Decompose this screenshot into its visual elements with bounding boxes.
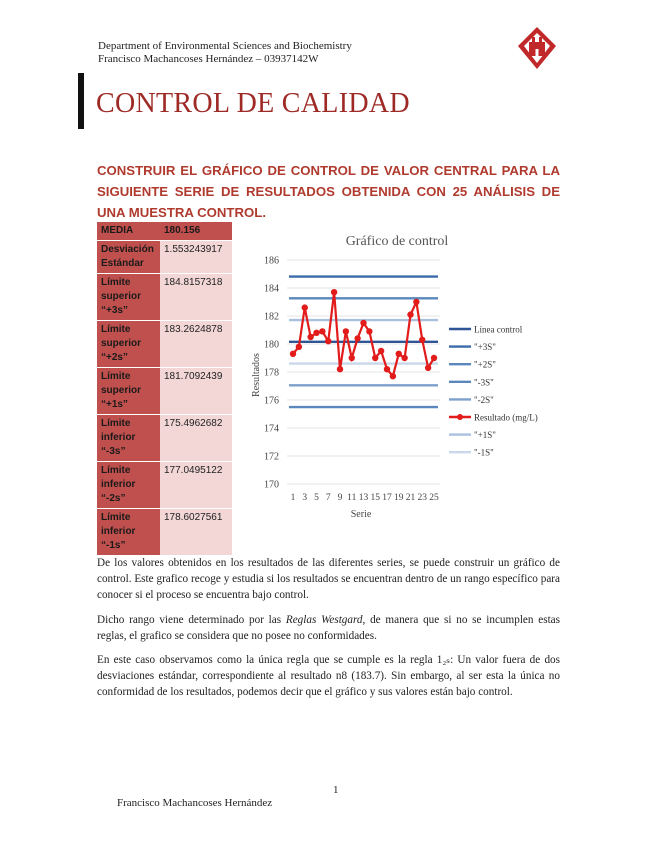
result-point xyxy=(360,320,366,326)
result-point xyxy=(396,351,402,357)
legend-label: "-2S" xyxy=(474,394,494,405)
result-point xyxy=(343,328,349,334)
x-tick-label: 3 xyxy=(302,493,308,503)
result-point xyxy=(413,299,419,305)
x-tick-label: 5 xyxy=(314,493,319,503)
header-department: Department of Environmental Sciences and Biochemistry xyxy=(98,40,352,52)
paragraph-1: De los valores obtenidos en los resultados de las diferentes series, se puede construir un gráfico de control. Este grafico recoge y estudia si los resultados se encuentran dentro de un rango específico para conocer si el proceso se encuentra bajo control. xyxy=(97,557,560,601)
y-axis-label: Resultados xyxy=(251,353,262,397)
stats-value: 180.156 xyxy=(160,222,232,241)
legend-label: Línea control xyxy=(474,324,523,335)
paragraph-3: En este caso observamos como la única regla que se cumple es la regla 1₂ₛ: Un valor fuera de dos desviaciones estándar, correspondiente al resultado n8 (183.7). Sin embargo, al ser esta la única no conformidad de los resultados, podemos decir que el gráfico y sus valores están bajo control. xyxy=(97,654,560,698)
y-tick-label: 176 xyxy=(264,395,279,407)
stats-row xyxy=(97,462,232,509)
y-tick-label: 182 xyxy=(264,311,279,323)
stats-row xyxy=(97,509,232,556)
result-point xyxy=(290,351,296,357)
chart-title: Gráfico de control xyxy=(345,234,449,249)
stats-value: 181.7092439 xyxy=(160,368,232,415)
y-tick-label: 180 xyxy=(264,339,279,351)
x-tick-label: 17 xyxy=(382,493,392,503)
y-tick-label: 186 xyxy=(264,255,279,267)
result-point xyxy=(407,311,413,317)
x-tick-label: 25 xyxy=(429,493,439,503)
x-tick-label: 7 xyxy=(325,493,331,503)
y-tick-label: 174 xyxy=(264,423,279,435)
y-tick-label: 170 xyxy=(264,479,279,491)
result-point xyxy=(349,355,355,361)
stats-label: Límite superior “+3s” xyxy=(97,274,160,321)
x-axis-label: Serie xyxy=(350,509,372,520)
result-point xyxy=(431,355,437,361)
result-point xyxy=(401,355,407,361)
stats-row xyxy=(97,368,232,415)
x-tick-label: 11 xyxy=(347,493,357,503)
result-point xyxy=(419,337,425,343)
result-point xyxy=(366,328,372,334)
x-tick-label: 9 xyxy=(337,493,343,503)
x-tick-label: 23 xyxy=(417,493,427,503)
header-author: Francisco Machancoses Hernández – 03937142W xyxy=(98,53,319,65)
result-point xyxy=(313,330,319,336)
x-tick-label: 13 xyxy=(358,493,369,503)
stats-row xyxy=(97,274,232,321)
university-logo-icon xyxy=(517,26,557,70)
y-tick-label: 184 xyxy=(264,283,279,295)
result-point xyxy=(325,338,331,344)
legend-label: "+1S" xyxy=(474,430,496,441)
stats-label: Desviación Estándar xyxy=(97,241,160,274)
legend-label: "-1S" xyxy=(474,447,494,458)
legend-marker xyxy=(457,414,463,420)
paragraph-2: Dicho rango viene determinado por las Reglas Westgard, de manera que si no se incumplen estas reglas, el grafico se considera que no posee no conformidades. xyxy=(97,614,560,642)
stats-value: 177.0495122 xyxy=(160,462,232,509)
legend-label: Resultado (mg/L) xyxy=(474,412,538,423)
result-point xyxy=(354,335,360,341)
result-point xyxy=(319,328,325,334)
stats-row xyxy=(97,241,232,274)
stats-row xyxy=(97,222,232,241)
stats-table xyxy=(97,222,232,556)
stats-label: Límite inferior “-2s” xyxy=(97,462,160,509)
stats-value: 1.553243917 xyxy=(160,241,232,274)
stats-row xyxy=(97,415,232,462)
result-point xyxy=(372,355,378,361)
page-title: CONTROL DE CALIDAD xyxy=(96,88,410,119)
y-tick-label: 172 xyxy=(264,451,279,463)
stats-row xyxy=(97,321,232,368)
result-point xyxy=(331,289,337,295)
legend-label: "-3S" xyxy=(474,377,494,388)
legend-label: "+2S" xyxy=(474,359,496,370)
x-tick-label: 19 xyxy=(394,493,404,503)
page-number: 1 xyxy=(333,784,339,796)
legend-label: "+3S" xyxy=(474,342,496,353)
result-point xyxy=(337,366,343,372)
result-point xyxy=(296,344,302,350)
x-tick-label: 21 xyxy=(405,493,416,503)
title-accent-bar xyxy=(78,73,84,129)
stats-label: MEDIA xyxy=(97,222,160,241)
stats-value: 178.6027561 xyxy=(160,509,232,556)
footer-author: Francisco Machancoses Hernández xyxy=(117,797,273,809)
section-heading: CONSTRUIR EL GRÁFICO DE CONTROL DE VALOR CENTRAL PARA LA SIGUIENTE SERIE DE RESULTADOS OBTENIDA CON 25 ANÁLISIS DE UNA MUESTRA CONTROL. xyxy=(97,163,560,220)
result-point xyxy=(384,366,390,372)
x-tick-label: 15 xyxy=(370,493,380,503)
stats-label: Límite superior “+2s” xyxy=(97,321,160,368)
stats-value: 184.8157318 xyxy=(160,274,232,321)
x-tick-label: 1 xyxy=(290,493,296,503)
stats-value: 183.2624878 xyxy=(160,321,232,368)
y-tick-label: 178 xyxy=(264,367,279,379)
result-point xyxy=(425,365,431,371)
control-chart xyxy=(235,222,560,530)
result-point xyxy=(378,348,384,354)
result-point xyxy=(390,373,396,379)
stats-value: 175.4962682 xyxy=(160,415,232,462)
result-point xyxy=(302,304,308,310)
stats-label: Límite superior “+1s” xyxy=(97,368,160,415)
result-point xyxy=(307,334,313,340)
stats-label: Límite inferior “-3s” xyxy=(97,415,160,462)
stats-label: Límite inferior “-1s” xyxy=(97,509,160,556)
